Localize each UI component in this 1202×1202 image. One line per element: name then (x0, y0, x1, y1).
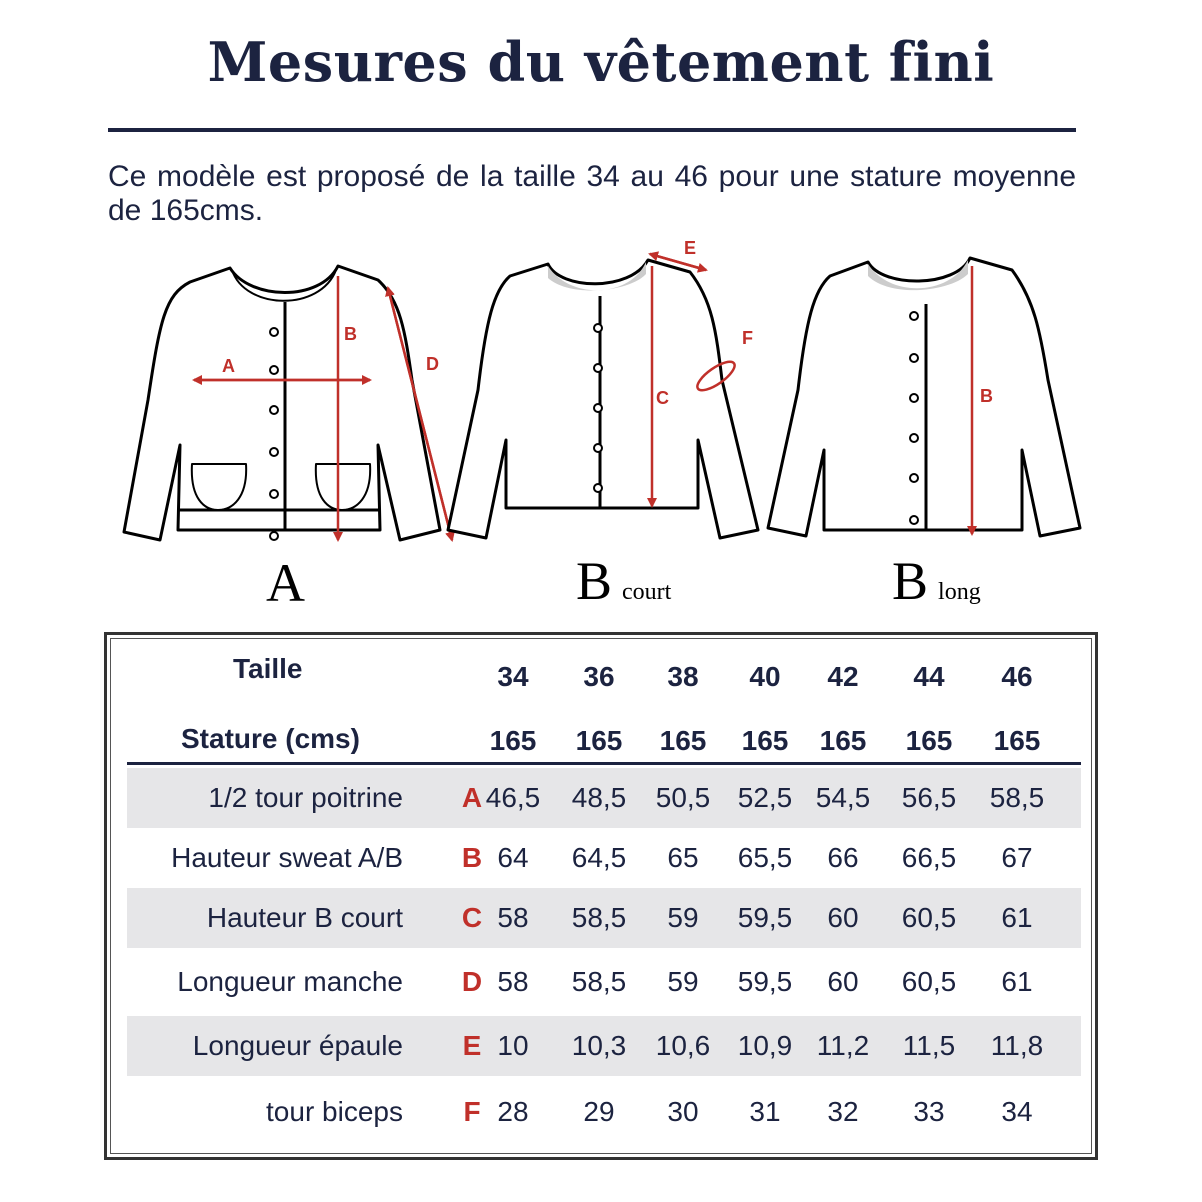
table-row (127, 1082, 1081, 1142)
stature-header-3: 165 (741, 725, 789, 756)
table-cell: 58,5 (989, 782, 1045, 813)
table-cell: 11,2 (816, 1030, 870, 1061)
table-cell: 60,5 (901, 902, 957, 933)
table-cell: 59 (667, 902, 699, 933)
row-label: Hauteur B court (206, 902, 403, 933)
table-cell: 52,5 (737, 782, 793, 813)
row-letter: F (463, 1096, 481, 1127)
table-cell: 60 (827, 966, 859, 997)
table-cell: 48,5 (571, 782, 627, 813)
table-cell: 28 (497, 1096, 529, 1127)
row-letter: D (461, 966, 483, 997)
row-letter: E (462, 1030, 482, 1061)
table-cell: 65 (667, 842, 699, 873)
size-header-38: 38 (667, 661, 699, 692)
diagram-letter-a: A (222, 356, 235, 376)
diagram-letter-b: B (344, 324, 357, 344)
jacket-b-court-drawing (448, 260, 758, 538)
row-letter: A (461, 782, 483, 813)
table-cell: 10,6 (655, 1030, 711, 1061)
table-cell: 58 (497, 966, 529, 997)
header-size-label: Taille (233, 653, 303, 684)
table-cell: 58,5 (571, 902, 627, 933)
diagram-letter-f: F (742, 328, 753, 348)
table-cell: 10 (497, 1030, 529, 1061)
diagram-letter-d: D (426, 354, 439, 374)
table-cell: 64 (497, 842, 529, 873)
table-cell: 10,9 (737, 1030, 793, 1061)
size-header-40: 40 (749, 661, 781, 692)
table-row (127, 952, 1081, 1012)
row-label: Longueur manche (177, 966, 403, 997)
garment-label-a: A (266, 553, 305, 613)
table-cell: 56,5 (901, 782, 957, 813)
stature-header-4: 165 (819, 725, 867, 756)
stature-header-6: 165 (993, 725, 1041, 756)
table-cell: 58 (497, 902, 529, 933)
header-stature-label: Stature (cms) (181, 723, 360, 754)
table-cell: 61 (1001, 966, 1033, 997)
size-header-46: 46 (1001, 661, 1033, 692)
table-row (127, 768, 1081, 828)
garment-diagrams (0, 240, 1202, 620)
table-cell: 11,5 (902, 1030, 956, 1061)
table-cell: 10,3 (571, 1030, 627, 1061)
table-cell: 65,5 (737, 842, 793, 873)
intro-text: Ce modèle est proposé de la taille 34 au 46 pour une stature moyenne de 165cms. (108, 160, 1076, 227)
table-cell: 66,5 (901, 842, 957, 873)
row-label: Hauteur sweat A/B (171, 842, 403, 873)
stature-header-1: 165 (575, 725, 623, 756)
row-label: tour biceps (266, 1096, 403, 1127)
table-cell: 59,5 (737, 902, 793, 933)
row-letter: C (461, 902, 483, 933)
diagram-letter-b-long: B (980, 386, 993, 406)
table-cell: 46,5 (485, 782, 541, 813)
table-cell: 50,5 (655, 782, 711, 813)
table-cell: 30 (667, 1096, 699, 1127)
row-letter: B (461, 842, 483, 873)
diagram-letter-e: E (684, 240, 697, 258)
table-row (127, 828, 1081, 888)
diagram-letter-c: C (656, 388, 669, 408)
jacket-b-long-drawing (768, 258, 1080, 536)
table-cell: 61 (1001, 902, 1033, 933)
table-cell: 60 (827, 902, 859, 933)
table-cell: 58,5 (571, 966, 627, 997)
table-cell: 54,5 (815, 782, 871, 813)
table-cell: 31 (749, 1096, 781, 1127)
row-label: 1/2 tour poitrine (208, 782, 403, 813)
page-title: Mesures du vêtement fini (207, 30, 995, 94)
row-label: Longueur épaule (192, 1030, 403, 1061)
table-cell: 59 (667, 966, 699, 997)
size-header-36: 36 (583, 661, 615, 692)
size-header-42: 42 (827, 661, 859, 692)
table-cell: 33 (913, 1096, 945, 1127)
header-divider (127, 762, 1081, 765)
garment-label-b-long: Blong (892, 551, 981, 611)
stature-header-5: 165 (905, 725, 953, 756)
title-divider (108, 128, 1076, 132)
table-cell: 60,5 (901, 966, 957, 997)
table-cell: 66 (827, 842, 859, 873)
stature-header-0: 165 (489, 725, 537, 756)
size-header-34: 34 (497, 661, 529, 692)
table-cell: 64,5 (571, 842, 627, 873)
garment-label-b-court: Bcourt (576, 551, 672, 611)
table-cell: 67 (1001, 842, 1033, 873)
size-table (104, 632, 1098, 1160)
table-cell: 32 (827, 1096, 859, 1127)
table-cell: 59,5 (737, 966, 793, 997)
table-cell: 11,8 (990, 1030, 1044, 1061)
size-header-44: 44 (913, 661, 945, 692)
table-row (127, 888, 1081, 948)
stature-header-2: 165 (659, 725, 707, 756)
table-cell: 34 (1001, 1096, 1033, 1127)
table-row (127, 1016, 1081, 1076)
table-cell: 29 (583, 1096, 615, 1127)
